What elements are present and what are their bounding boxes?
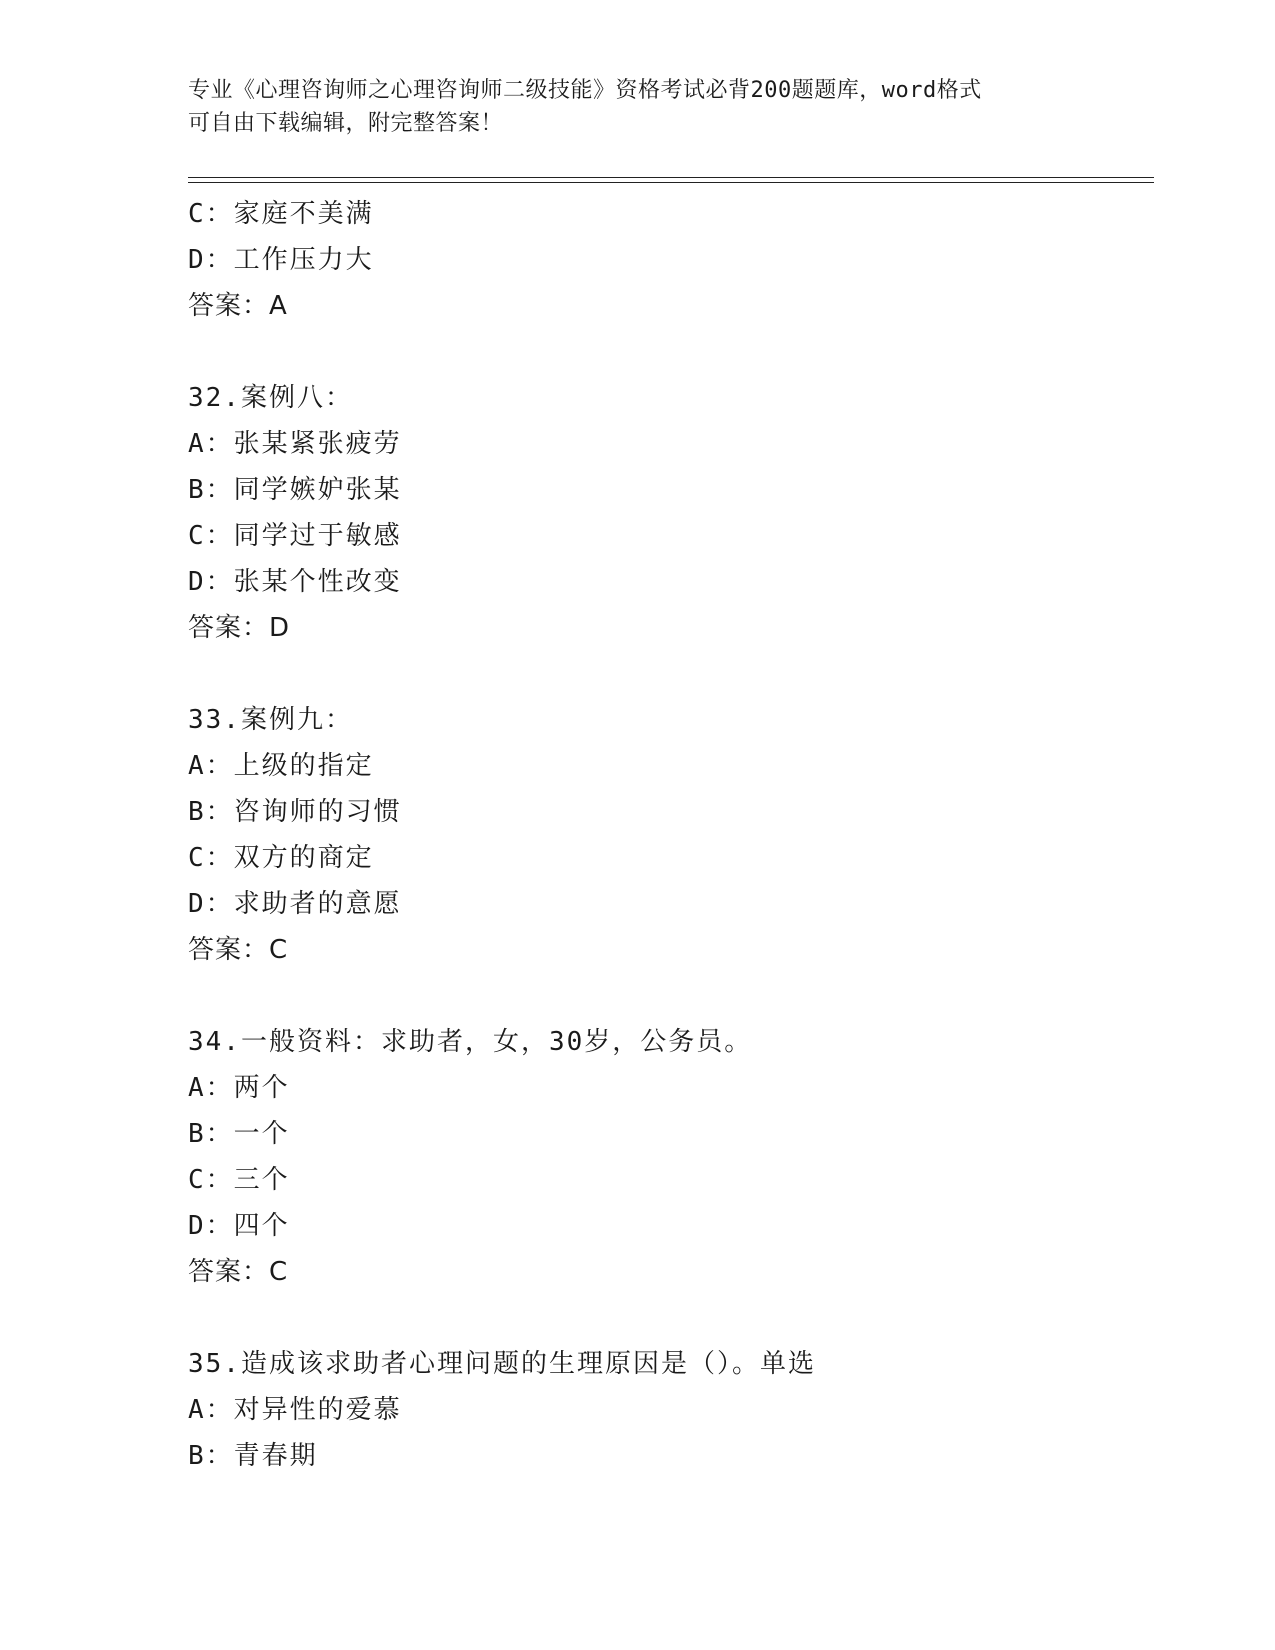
question-block-continued <box>188 191 1148 329</box>
option-c: C：三个 <box>188 1165 290 1195</box>
header-divider-bottom <box>188 182 1154 183</box>
question-block-32 <box>188 375 1148 651</box>
option-b: B：一个 <box>188 1119 290 1149</box>
question-block-35 <box>188 1341 1148 1479</box>
option-d: D：四个 <box>188 1211 290 1241</box>
question-stem: 34.一般资料：求助者，女，30岁，公务员。 <box>188 1027 753 1057</box>
option-d: D：工作压力大 <box>188 245 374 275</box>
option-c: C：同学过于敏感 <box>188 521 402 551</box>
header-title-line-1: 专业《心理咨询师之心理咨询师二级技能》资格考试必背200题题库，word格式 <box>188 78 982 103</box>
option-c: C：家庭不美满 <box>188 199 374 229</box>
question-list <box>188 191 1148 1479</box>
answer-label: 答案：A <box>188 291 288 321</box>
option-b: B：同学嫉妒张某 <box>188 475 402 505</box>
question-block-33 <box>188 697 1148 973</box>
header-title-line-2: 可自由下载编辑，附完整答案！ <box>188 111 504 136</box>
option-a: A：上级的指定 <box>188 751 374 781</box>
option-b: B：咨询师的习惯 <box>188 797 402 827</box>
header-divider-top <box>188 177 1154 178</box>
question-stem: 33.案例九： <box>188 705 353 735</box>
spacer <box>188 1295 1148 1341</box>
option-a: A：两个 <box>188 1073 290 1103</box>
document-header <box>188 74 1088 140</box>
spacer <box>188 973 1148 1019</box>
spacer <box>188 651 1148 697</box>
option-a: A：对异性的爱慕 <box>188 1395 402 1425</box>
answer-label: 答案：C <box>188 935 289 965</box>
option-d: D：求助者的意愿 <box>188 889 402 919</box>
option-c: C：双方的商定 <box>188 843 374 873</box>
answer-label: 答案：C <box>188 1257 289 1287</box>
option-a: A：张某紧张疲劳 <box>188 429 402 459</box>
spacer <box>188 329 1148 375</box>
option-d: D：张某个性改变 <box>188 567 402 597</box>
question-block-34 <box>188 1019 1148 1295</box>
option-b: B：青春期 <box>188 1441 318 1471</box>
question-stem: 32.案例八： <box>188 383 353 413</box>
question-stem: 35.造成该求助者心理问题的生理原因是（）。单选 <box>188 1349 816 1379</box>
answer-label: 答案：D <box>188 613 291 643</box>
